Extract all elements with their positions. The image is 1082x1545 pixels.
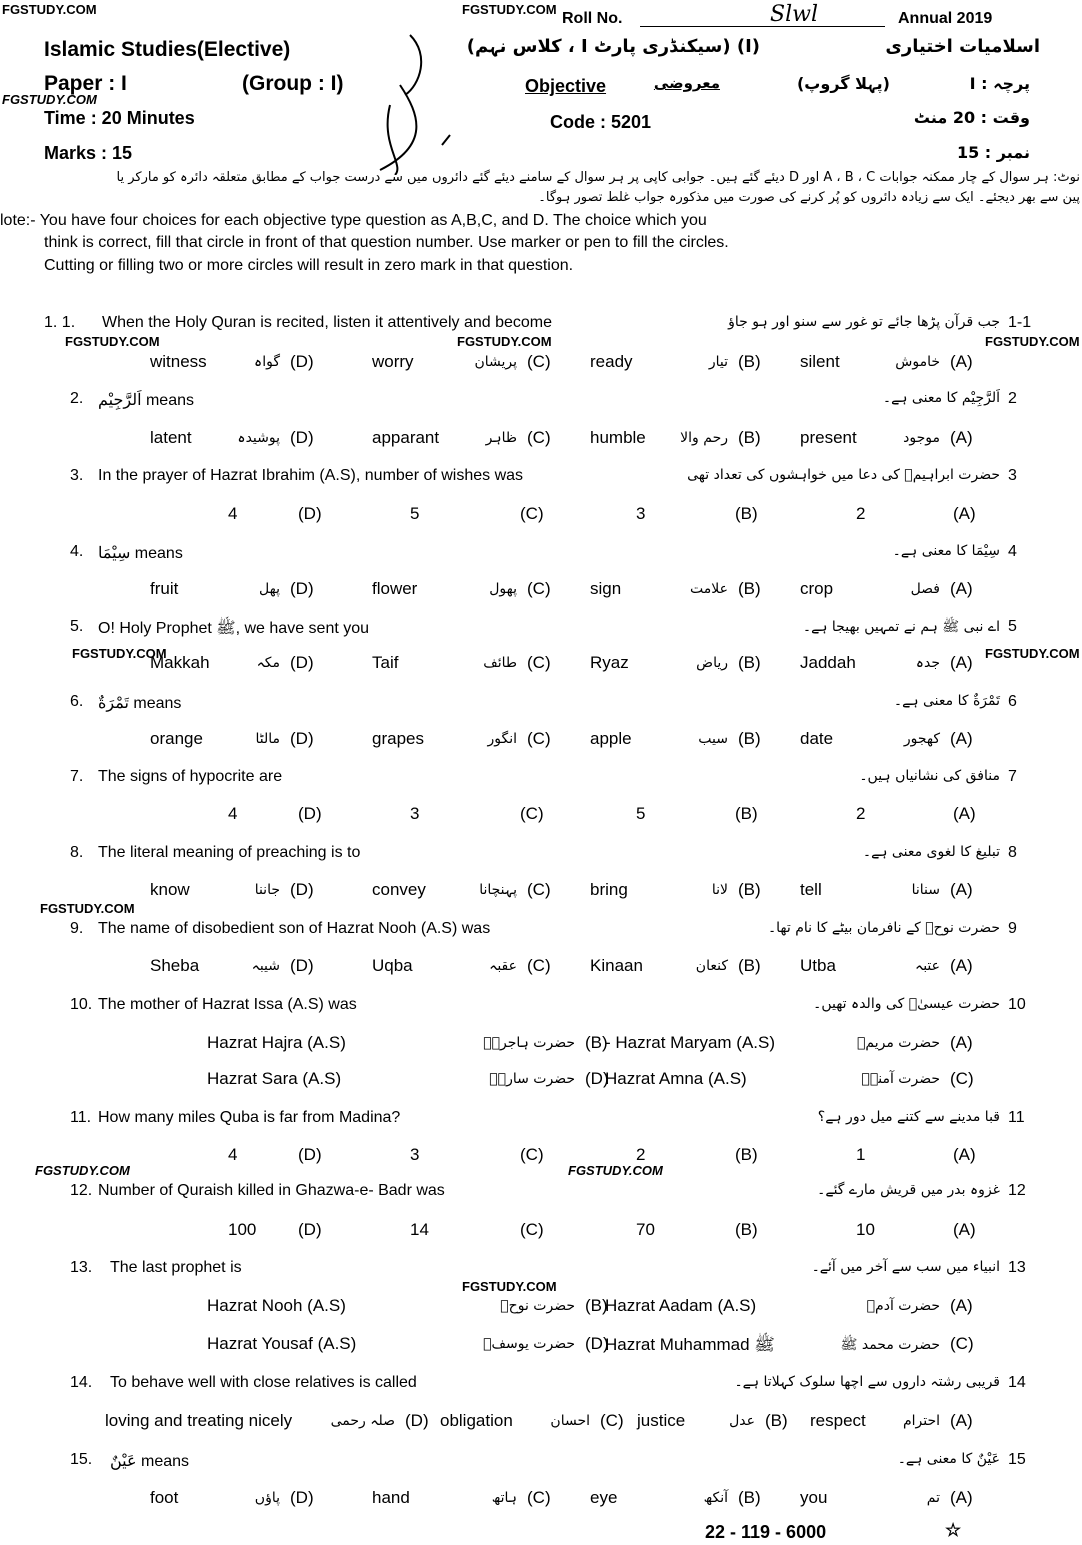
option-letter: (A) [950,956,973,975]
option-letter: (B) [738,653,761,672]
option-b-english: sign [590,579,622,598]
option-b-urdu: سیب [698,731,728,747]
option-c-urdu: ہاتھ [491,1490,517,1506]
option-letter: (D) [290,1488,314,1507]
option-d-english: Hazrat Sara (A.S) [207,1069,342,1088]
option-letter: (A) [950,1488,973,1507]
question-text-english: The last prophet is [110,1259,242,1276]
option-b-english: ready [590,352,633,371]
option-letter: (B) [735,804,758,823]
watermark: FGSTUDY.COM [35,1163,130,1178]
question-number: 10. [70,996,93,1013]
question-number-urdu: 9 [1008,920,1017,937]
question-text-english: اَلرَّجِیْم means [98,392,194,409]
option-b-urdu: حضرت ہاجرہؑ [483,1035,575,1051]
option-b-english: 2 [636,1145,646,1164]
watermark: FGSTUDY.COM [72,646,167,661]
question-text-urdu: حضرت ابراہیمؑ کی دعا میں خواہشوں کی تعداد تھی [687,467,1000,483]
option-a-urdu: عتبہ [914,958,940,974]
option-c-english: Hazrat Amna (A.S) [605,1069,747,1088]
roll-value-handwritten: Slwl [770,2,818,27]
question-text-urdu: تَمْرَةٌ کا معنی ہے۔ [893,693,1000,709]
option-letter: (C) [950,1334,974,1353]
option-a-english: 10 [856,1220,875,1239]
signature-scribble [350,25,490,175]
option-d-english: 4 [228,1145,238,1164]
option-c-urdu: پریشان [474,354,517,370]
class-urdu: (I) (سیکنڈری پارٹ I ، کلاس نہم) [466,36,760,57]
option-letter: (B) [738,352,761,371]
question-number: 3. [70,467,84,484]
question-number-urdu: 3 [1008,467,1017,484]
question-text-english: Number of Quraish killed in Ghazwa-e- Badr was [98,1182,445,1199]
option-c-urdu: حضرت آمنہؑ [861,1071,940,1087]
paper-urdu: پرچہ : I [969,74,1030,93]
question-number: 1. 1. [44,314,76,331]
option-b-english: 5 [636,804,646,823]
option-letter: (A) [950,428,973,447]
question-text-english: O! Holy Prophet ﷺ, we have sent you [98,620,370,637]
question-number: 5. [70,618,84,635]
option-letter: (D) [290,653,314,672]
question-number-urdu: 4 [1008,543,1017,560]
option-c-urdu: طائف [483,655,517,671]
question-number-urdu: 5 [1008,618,1017,635]
option-a-english: you [800,1488,828,1507]
option-letter: (D) [290,880,314,899]
option-c-english: 5 [410,504,420,523]
option-letter: (A) [950,880,973,899]
question-number-urdu: 7 [1008,768,1017,785]
option-letter: (D) [290,579,314,598]
option-c-english: flower [372,579,418,598]
option-letter: (D) [585,1334,609,1353]
question-number-urdu: 14 [1008,1374,1026,1391]
watermark: FGSTUDY.COM [462,2,557,17]
option-c-english: obligation [440,1411,513,1430]
marks-english: Marks : 15 [44,143,133,163]
option-letter: (D) [298,1220,322,1239]
paper-number: Paper : I [44,72,127,95]
question-text-english: When the Holy Quran is recited, listen it attentively and become [102,314,552,331]
question-text-english: In the prayer of Hazrat Ibrahim (A.S), number of wishes was [98,467,524,484]
option-c-urdu: پھول [489,581,517,597]
option-letter: (B) [585,1033,608,1052]
watermark: FGSTUDY.COM [40,901,135,916]
option-c-english: Hazrat Muhammad ﷺ [605,1335,775,1354]
option-d-english: orange [150,729,203,748]
question-number-urdu: 1-1 [1008,314,1032,331]
option-letter: (C) [527,653,551,672]
option-b-english: apple [590,729,632,748]
option-d-urdu: مالٹا [255,731,280,747]
option-c-english: grapes [372,729,424,748]
option-letter: (D) [298,1145,322,1164]
option-letter: (C) [527,579,551,598]
option-letter: (D) [585,1069,609,1088]
group-urdu: (پہلا گروپ) [796,74,890,93]
question-text-urdu: تبلیغ کا لغوی معنی ہے۔ [862,844,1000,860]
question-number-urdu: 2 [1008,390,1017,407]
option-letter: (C) [527,428,551,447]
option-c-english: 3 [410,804,420,823]
option-letter: (B) [738,1488,761,1507]
option-b-english: bring [590,880,628,899]
roll-number-line [640,26,885,27]
option-letter: (A) [953,504,976,523]
option-d-urdu: گواہ [254,354,280,370]
option-letter: (A) [953,1145,976,1164]
note-urdu-line-2: پین سے بھر دیجئے۔ ایک سے زیادہ دائروں کو پُر کرنے کی صورت میں مذکورہ جواب غلط تصور ہوگا۔ [538,190,1080,205]
option-letter: (C) [950,1069,974,1088]
option-b-urdu: رحم والا [680,430,728,446]
question-number: 4. [70,543,84,560]
question-number: 6. [70,693,84,710]
option-b-english: eye [590,1488,618,1507]
option-letter: (D) [290,956,314,975]
option-d-english: foot [150,1488,179,1507]
time-urdu: وقت : 20 منٹ [913,108,1030,127]
option-a-urdu: حضرت مریمؑ [857,1035,940,1051]
question-text-urdu: قریبی رشتہ داروں سے اچھا سلوک کہلاتا ہے۔ [734,1374,1000,1390]
option-a-urdu: احترام [902,1413,940,1429]
option-a-english: Jaddah [800,653,856,672]
option-b-urdu: تیار [708,354,728,370]
option-letter: (A) [953,1220,976,1239]
question-number: 11. [70,1109,92,1126]
option-c-urdu: پہنچانا [479,882,517,898]
time-english: Time : 20 Minutes [44,108,195,128]
option-d-english: witness [150,352,207,371]
option-d-english: 4 [228,804,238,823]
option-d-urdu: پوشیدہ [237,430,280,446]
option-c-english: apparant [372,428,440,447]
option-letter: (A) [950,1033,973,1052]
option-d-urdu: حضرت سارہؑ [489,1071,575,1087]
option-letter: (C) [527,352,551,371]
option-d-english: fruit [150,579,179,598]
option-d-urdu: جاننا [254,882,280,898]
option-letter: (C) [520,1220,544,1239]
subject-urdu: اسلامیات اختیاری [885,36,1040,57]
question-text-urdu: قبا مدینے سے کتنے میل دور ہے؟ [817,1109,1000,1125]
option-b-urdu: آنکھ [703,1490,728,1506]
option-c-urdu: عقبہ [489,958,517,974]
question-text-english: تَمْرَةٌ means [98,695,182,712]
option-a-urdu: فصل [910,581,940,597]
option-d-english: Hazrat Yousaf (A.S) [207,1334,357,1353]
option-d-urdu: حضرت یوسفؑ [483,1336,575,1352]
watermark: FGSTUDY.COM [462,1279,557,1294]
question-text-urdu: غزوہ بدر میں قریش مارے گئے۔ [817,1182,1000,1198]
option-b-english: Kinaan [590,956,643,975]
option-c-english: worry [372,352,414,371]
option-d-english: loving and treating nicely [105,1411,293,1430]
option-letter: (A) [950,352,973,371]
option-d-urdu: پاؤں [254,1490,280,1506]
option-d-english: Sheba [150,956,200,975]
option-c-english: hand [372,1488,410,1507]
question-text-english: The literal meaning of preaching is to [98,844,361,861]
option-a-english: - Hazrat Maryam (A.S) [605,1033,776,1052]
option-c-urdu: ظاہر [485,430,517,446]
option-b-urdu: علامت [690,581,728,597]
watermark: FGSTUDY.COM [65,334,160,349]
question-number: 9. [70,920,84,937]
note-urdu-line-1: نوٹ: ہر سوال کے چار ممکنہ جوابات A ، B ، C اور D دیئے گئے ہیں۔ جوابی کاپی پر ہر سوال کے سامنے دیئے گئے دائروں میں سے درست جواب کے مطابق متعلقہ دائرہ کو مارکر یا [116,170,1080,185]
question-text-english: To behave well with close relatives is called [110,1374,417,1391]
option-c-english: Taif [372,653,399,672]
star-icon: ☆ [945,1520,962,1540]
option-letter: (B) [765,1411,788,1430]
option-c-english: Uqba [372,956,413,975]
option-letter: (C) [527,729,551,748]
option-b-urdu: کنعان [695,958,728,974]
group-english: (Group : I) [242,72,344,95]
roll-label: Roll No. [562,10,623,27]
option-d-english: Makkah [150,653,210,672]
option-c-urdu: حضرت محمد ﷺ [840,1337,940,1353]
option-b-english: 3 [636,504,646,523]
question-number: 14. [70,1374,93,1391]
option-a-urdu: جدہ [915,655,940,671]
option-a-urdu: خاموش [895,354,940,370]
option-a-english: present [800,428,857,447]
option-c-english: convey [372,880,426,899]
option-b-english: humble [590,428,646,447]
option-letter: (A) [950,653,973,672]
note-english-line-1: lote:- You have four choices for each objective type question as A,B,C, and D. The choice which you [0,212,707,229]
option-d-english: 100 [228,1220,257,1239]
question-text-english: How many miles Quba is far from Madina? [98,1109,401,1126]
option-a-english: Hazrat Aadam (A.S) [605,1296,757,1315]
option-a-english: silent [800,352,840,371]
option-letter: (D) [405,1411,429,1430]
option-letter: (C) [527,956,551,975]
footer-code: 22 - 119 - 6000 [705,1522,827,1542]
option-letter: (A) [950,579,973,598]
question-number: 8. [70,844,84,861]
option-b-english: Hazrat Nooh (A.S) [207,1296,346,1315]
question-text-urdu: جب قرآن پڑھا جائے تو غور سے سنو اور ہو جاؤ [728,314,1000,330]
watermark: FGSTUDY.COM [457,334,552,349]
question-number: 12. [70,1182,93,1199]
option-b-english: 70 [636,1220,655,1239]
option-d-urdu: پھل [259,581,280,597]
option-b-urdu: حضرت نوحؑ [500,1298,575,1314]
option-a-english: crop [800,579,834,598]
option-a-urdu: کھجور [903,731,940,747]
question-text-urdu: انبیاء میں سب سے آخر میں آئے۔ [811,1259,1000,1275]
option-c-urdu: انگور [487,731,517,747]
question-text-urdu: سِیْمَا کا معنی ہے۔ [892,543,1000,559]
paper-code: Code : 5201 [550,112,652,132]
option-a-urdu: تم [926,1490,940,1506]
question-text-english: سِیْمَا means [98,545,183,562]
option-b-urdu: عدل [729,1413,755,1429]
note-english-line-2: think is correct, fill that circle in front of that question number. Use marker or pen to fill the circles. [44,234,729,251]
option-b-urdu: لانا [711,882,728,898]
question-text-urdu: حضرت نوحؑ کے نافرمان بیٹے کا نام تھا۔ [767,920,1000,936]
option-a-urdu: سنانا [911,882,940,898]
option-letter: (A) [950,1296,973,1315]
option-d-urdu: مکہ [256,655,280,671]
question-number-urdu: 11 [1008,1109,1025,1126]
option-letter: (D) [298,504,322,523]
option-letter: (B) [585,1296,608,1315]
annual-year: Annual 2019 [898,10,993,27]
option-b-english: Hazrat Hajra (A.S) [207,1033,346,1052]
option-letter: (B) [738,428,761,447]
note-english-line-3: Cutting or filling two or more circles will result in zero mark in that question. [44,257,574,274]
watermark: FGSTUDY.COM [985,334,1080,349]
option-letter: (C) [520,1145,544,1164]
option-letter: (C) [600,1411,624,1430]
option-c-english: 14 [410,1220,429,1239]
option-letter: (B) [738,579,761,598]
option-letter: (A) [950,1411,973,1430]
option-c-urdu: احسان [550,1413,590,1429]
option-letter: (B) [738,880,761,899]
question-text-english: The name of disobedient son of Hazrat Nooh (A.S) was [98,920,491,937]
option-d-english: know [150,880,190,899]
option-b-urdu: ریاض [696,655,728,671]
option-d-urdu: شیبہ [251,958,280,974]
option-a-english: 1 [856,1145,866,1164]
watermark: FGSTUDY.COM [985,646,1080,661]
question-number-urdu: 13 [1008,1259,1026,1276]
option-letter: (C) [520,504,544,523]
option-letter: (C) [520,804,544,823]
option-d-english: 4 [228,504,238,523]
question-number-urdu: 12 [1008,1182,1026,1199]
option-d-english: latent [150,428,192,447]
question-text-urdu: حضرت عیسیٰؑ کی والدہ تھیں۔ [813,996,1000,1012]
option-a-english: date [800,729,834,748]
option-letter: (D) [290,729,314,748]
option-a-english: 2 [856,504,866,523]
option-letter: (B) [738,956,761,975]
question-text-urdu: عَیْنٌ کا معنی ہے۔ [897,1451,1000,1467]
option-a-english: Utba [800,956,836,975]
option-letter: (A) [950,729,973,748]
option-a-english: 2 [856,804,866,823]
option-a-english: tell [800,880,822,899]
watermark: FGSTUDY.COM [2,2,97,17]
question-number: 15. [70,1451,93,1468]
option-letter: (B) [735,1220,758,1239]
option-letter: (B) [735,1145,758,1164]
option-letter: (C) [527,880,551,899]
option-a-urdu: موجود [903,430,940,446]
option-letter: (D) [290,428,314,447]
question-text-english: The signs of hypocrite are [98,768,283,785]
watermark: FGSTUDY.COM [2,92,97,107]
option-b-english: justice [637,1411,686,1430]
objective-urdu: معروضی [653,74,720,92]
marks-urdu: نمبر : 15 [956,143,1030,162]
option-letter: (C) [527,1488,551,1507]
subject-english: Islamic Studies(Elective) [44,38,291,61]
question-text-english: عَیْنٌ means [110,1453,190,1470]
question-number-urdu: 10 [1008,996,1026,1013]
question-text-urdu: منافق کی نشانیاں ہیں۔ [859,768,1000,784]
option-d-urdu: صلہ رحمی [330,1413,395,1429]
watermark: FGSTUDY.COM [568,1163,663,1178]
question-text-urdu: اَلرَّجِیْم کا معنی ہے۔ [882,390,1000,406]
option-letter: (A) [953,804,976,823]
option-c-english: 3 [410,1145,420,1164]
option-letter: (B) [738,729,761,748]
option-b-english: Ryaz [590,653,629,672]
question-text-english: The mother of Hazrat Issa (A.S) was [98,996,357,1013]
option-a-urdu: حضرت آدمؑ [866,1298,940,1314]
question-number: 2. [70,390,84,407]
question-number-urdu: 6 [1008,693,1017,710]
option-letter: (D) [290,352,314,371]
question-number-urdu: 15 [1008,1451,1026,1468]
option-letter: (D) [298,804,322,823]
option-a-english: respect [810,1411,866,1430]
question-number-urdu: 8 [1008,844,1017,861]
question-number: 13. [70,1259,93,1276]
objective-label: Objective [525,76,607,96]
question-number: 7. [70,768,84,785]
question-text-urdu: اے نبی ﷺ ہم نے تمہیں بھیجا ہے۔ [802,619,1000,635]
option-letter: (B) [735,504,758,523]
